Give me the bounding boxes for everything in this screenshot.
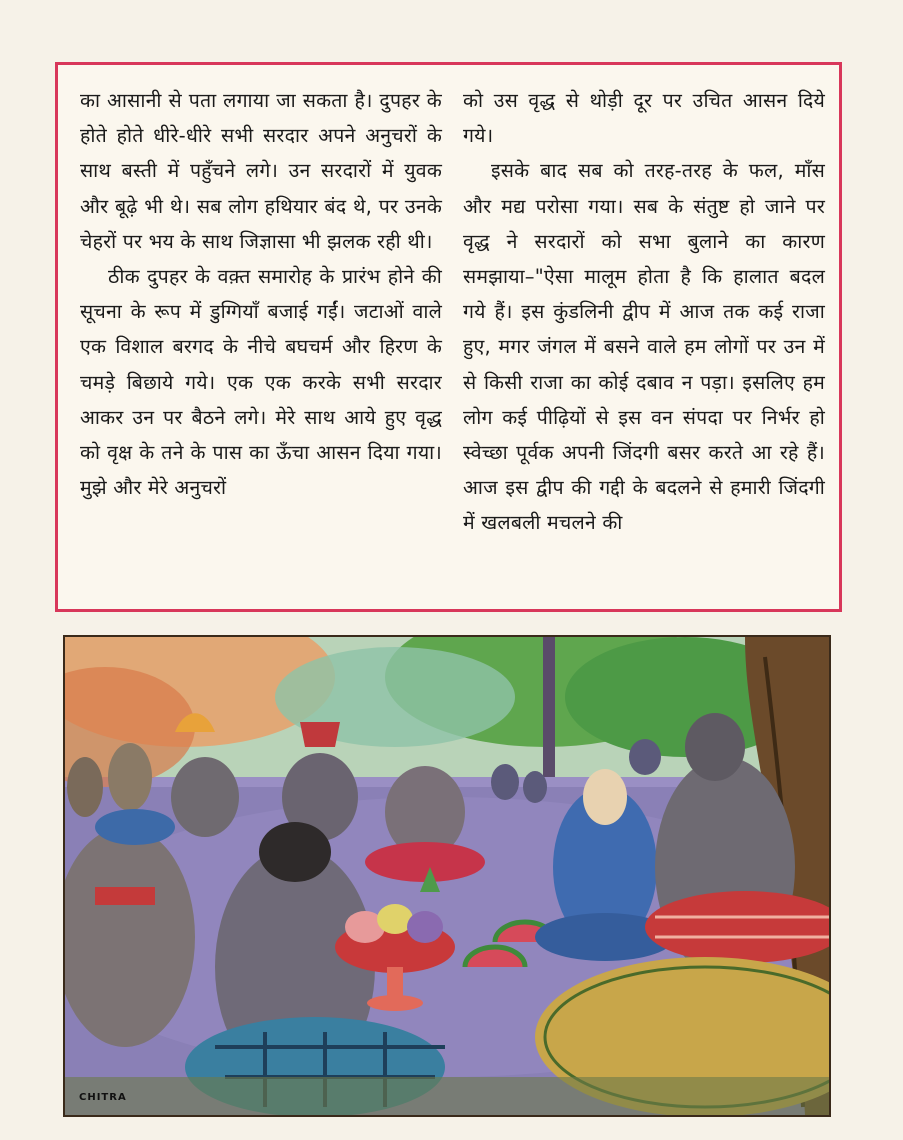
artist-signature: CHITRA: [79, 1092, 127, 1103]
text-frame: [55, 62, 842, 612]
left-text-column: [80, 83, 442, 505]
right-paragraph-1: को उस वृद्ध से थोड़ी दूर पर उचित आसन दिये गये।: [463, 89, 825, 148]
right-paragraph-2: इसके बाद सब को तरह-तरह के फल, माँस और मद्य परोसा गया। सब के संतुष्ट हो जाने पर वृद्ध ने सरदारों को सभा बुलाने का कारण समझाया–"ऐसा मालूम होता है कि हालात बदल गये हैं। इस कुंडलिनी द्वीप में आज तक कई राजा हुए, मगर जंगल में बसने वाले हम लोगों पर उन में से किसी राजा का कोई दबाव न पड़ा। इसलिए हम लोग कई पीढ़ियों से इस वन संपदा पर निर्भर हो स्वेच्छा पूर्वक अपनी जिंदगी बसर करते आ रहे हैं। आज इस द्वीप की गद्दी के बदलने से हमारी जिंदगी में खलबली मचलने की: [463, 159, 825, 535]
right-text-column: [463, 83, 825, 541]
illustration-tribal-gathering: [63, 635, 831, 1117]
illustration-artwork: [65, 637, 829, 1115]
left-paragraph-1: का आसानी से पता लगाया जा सकता है। दुपहर के होते होते धीरे-धीरे सभी सरदार अपने अनुचरों के साथ बस्ती में पहुँचने लगे। उन सरदारों में युवक और बूढ़े भी थे। सब लोग हथियार बंद थे, पर उनके चेहरों पर भय के साथ जिज्ञासा भी झलक रही थी।: [80, 89, 442, 253]
left-paragraph-2: ठीक दुपहर के वक़्त समारोह के प्रारंभ होने की सूचना के रूप में डुग्गियाँ बजाई गईं। जटाओं वाले एक विशाल बरगद के नीचे बघचर्म और हिरण के चमड़े बिछाये गये। एक एक करके सभी सरदार आकर उन पर बैठने लगे। मेरे साथ आये हुए वृद्ध को वृक्ष के तने के पास का ऊँचा आसन दिया गया। मुझे और मेरे अनुचरों: [80, 265, 442, 500]
